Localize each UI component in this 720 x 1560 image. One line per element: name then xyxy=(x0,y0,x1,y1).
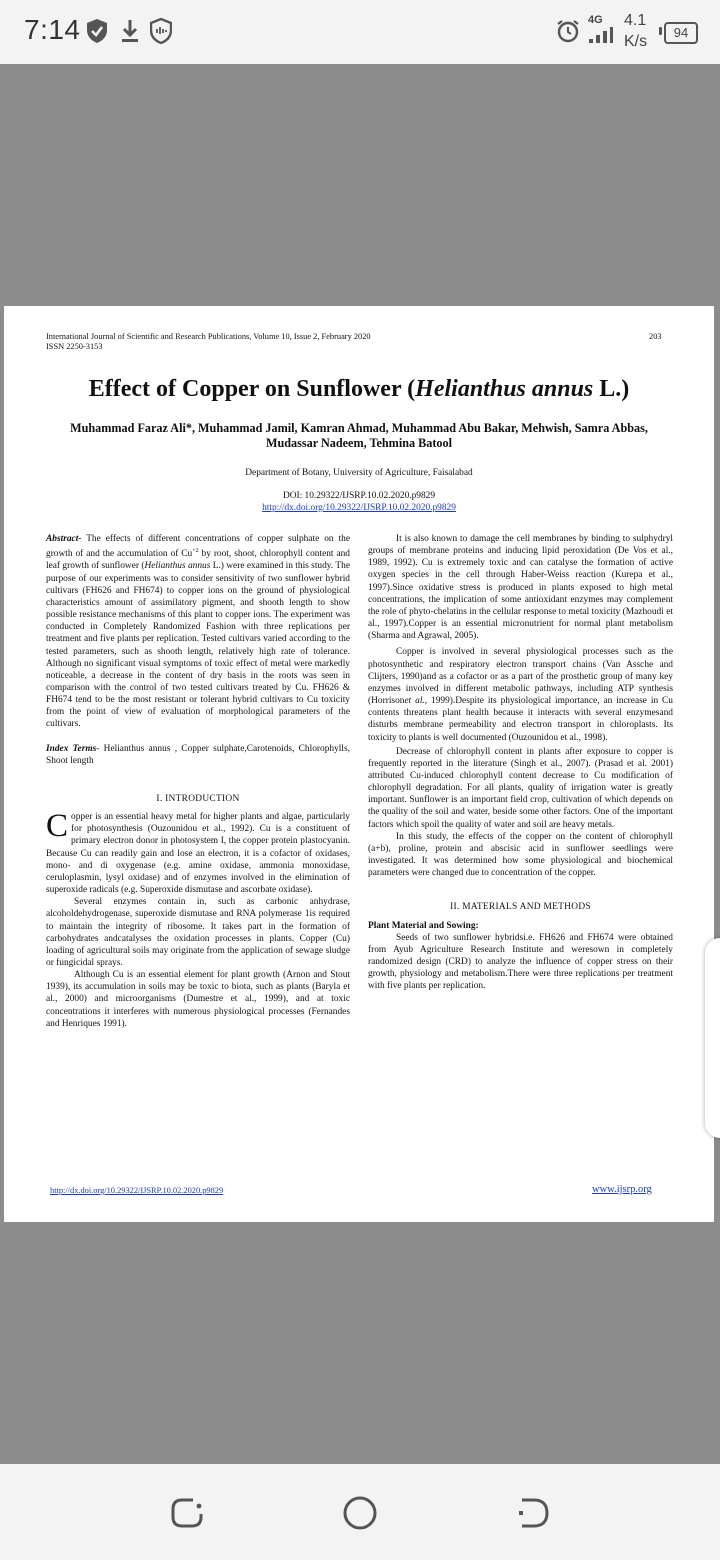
status-bar xyxy=(0,0,720,64)
signal-icon xyxy=(588,26,614,49)
doi-block xyxy=(4,490,714,514)
battery-tip xyxy=(659,27,662,35)
index-text: - Helianthus annus , Copper sulphate,Carotenoids, Chlorophylls, Shoot length xyxy=(46,743,350,766)
abstract-text-1: The effects of different concentrations of copper sulphate on the growth of and the accumulation of Cu xyxy=(46,534,350,560)
journal-title: International Journal of Scientific and Research Publications, Volume 10, Issue 2, February 2020 xyxy=(46,332,371,341)
abstract-italic: Helianthus annus xyxy=(144,561,211,572)
intro-paragraph-1 xyxy=(46,808,350,896)
alarm-icon xyxy=(556,19,580,48)
index-label: Index Terms xyxy=(46,743,97,754)
network-speed xyxy=(624,10,664,52)
title-end: L.) xyxy=(593,376,630,402)
document-page[interactable] xyxy=(4,306,714,1222)
abstract-sup: +2 xyxy=(192,548,199,555)
right-paragraph-1: It is also known to damage the cell membranes by binding to sulphydryl groups of membrane proteins and inducing lipid peroxidation (De Vos et al., 1989, 1992). Cu is extremely toxic and can catalyse the formation of active oxygen species in the cell through Haber-Weiss reaction (Kurepa et al., 1997).Since oxidative stress is produced in plants exposed to high metal concentrations, the implication of some antioxidant enzymes may complement the role of phyto-chelatins in the cellular response to metal toxicity (Mazhoudi et al., 1997).Copper is an essential micronutrient for normal plant metabolism (Sharma and Agrawal, 2005). xyxy=(368,534,673,642)
abstract-text-3: L.) were examined in this study. The purpose of our experiments was to consider sensitivity of two sunflower hybrid cultivars (FH626 and FH674) to copper ions on the ground of physiological characteristics amount of assimilatory pigment, and shooth length to show possible resistance mechanisms of this plant to copper ions. The experiment was conducted in Completely Randomized Fashion with three replications per treatment and five plants per replication. Tested cultivars varied according to the tested parameters, such as shooth length, relatively high rate of tolerance. Although no significant visual symptoms of toxic effect of metal were markedly noticeable, a decrease in the content of dry basis in the roots was seen in comparison with the control of two tested cultivars treated by Cu. FH626 & FH674 tend to be the most resistant or tolerant hybrid cultivars to Cu toxicity from the point of view of evaluation of morphological parameters of the cultivars. xyxy=(46,561,350,730)
right-paragraph-3: Decrease of chlorophyll content in plants after exposure to copper is frequently reported in the literature (Singh et al., 2007). (Prasad et al. 2001) attributed Cu-induced chlorophyll content decrease to Cu modification of chlorophyll degradation. For all plants, quality of irrigation water is greatly important. Sunflower is an important field crop, cultivation of which depends on the quality of the soil and water, beside some other factors. One of the important factors which spoil the quality of water and soil are heavy metals. xyxy=(368,746,673,830)
intro-text-1: opper is an essential heavy metal for higher plants and algae, particularly for photosynthesis (Ouzounidou et al., 1992). Cu is a constituent of primary electron donor in photosystem I, the copper protein plastocyanin. Because Cu can readily gain and lose an electron, it is a cofactor of oxidases, mono- and di oxygenase (e.g. amine oxidase, ammonia monoxidase, ceruloplasmin, lysyl oxidase) and of enzymes involved in the elimination of superoxide radicals (e.g. Superoxide dismutase and ascorbate oxidase). xyxy=(46,812,350,896)
footer-site-link[interactable]: www.ijsrp.org xyxy=(592,1184,652,1195)
speed-unit: K/s xyxy=(624,33,648,50)
abstract-text-2: by root, shoot, chlorophyll content and leaf growth of sunflower ( xyxy=(46,549,350,572)
authors: Muhammad Faraz Ali*, Muhammad Jamil, Kamran Ahmad, Muhammad Abu Bakar, Mehwish, Samra Abbas, Mudassar Nadeem, Tehmina Batool xyxy=(70,421,648,450)
right-etal: et al., xyxy=(404,696,428,707)
shield-check-icon xyxy=(86,18,108,49)
right-column xyxy=(368,533,673,992)
abstract xyxy=(46,533,350,731)
methods-heading: II. MATERIALS AND METHODS xyxy=(450,902,591,913)
journal-issn: ISSN 2250-3153 xyxy=(46,342,103,351)
intro-heading: I. INTRODUCTION xyxy=(156,793,240,804)
speed-value: 4.1 xyxy=(624,12,647,29)
footer-doi-link[interactable]: http://dx.doi.org/10.29322/IJSRP.10.02.2020.p9829 xyxy=(50,1186,224,1195)
right-text-2b: 1999).Despite its physiological importance, an increase in Cu contents threatens plant health because it interacts with several enzymesand disturbs membrane permeability and electron transport in chloroplasts. Its toxicity to plants is well documented (Ouzounidou et al., 1998). xyxy=(368,696,673,743)
right-text-2a: Copper is involved in several physiological processes such as the photosynthetic and respiratory electron transport chains (Van Assche and Clijters, 1990)and as a cofactor or as a part of the prosthetic group of many key enzymes involved in different metabolic pathways, including ATP synthesis (Horrison xyxy=(368,647,673,707)
clock: 7:14 xyxy=(24,14,81,45)
download-icon xyxy=(120,18,140,49)
doi-link[interactable]: http://dx.doi.org/10.29322/IJSRP.10.02.2020.p9829 xyxy=(262,503,456,513)
methods-paragraph-1: Seeds of two sunflower hybridsi.e. FH626 and FH674 were obtained from Ayub Agriculture Research Institute and weresown in completely randomized design (CRD) to analyze the influence of copper stress on their growth, physiology and metabolism.There were three replications per treatment with five plants per replication. xyxy=(368,932,673,992)
abstract-label: Abstract- xyxy=(46,534,82,544)
methods-subheading: Plant Material and Sowing: xyxy=(368,920,479,931)
title-italic: Helianthus annus xyxy=(415,376,594,402)
index-terms xyxy=(46,743,350,767)
right-paragraph-2 xyxy=(368,646,673,743)
page-number: 203 xyxy=(649,332,662,341)
side-panel-handle[interactable] xyxy=(705,938,720,1138)
intro-paragraph-2: Several enzymes contain in, such as carbonic anhydrase, alcoholdehydrogenase, superoxide dismutase and RNA polymerase 1is required to maintain the integrity of ribosome. It takes part in the formation of carbohydrates andcatalyses the oxidation processes in plants. Copper (Cu) loading of agricultural soils may originate from the application of sewage sludge or fungicidal sprays. xyxy=(46,897,350,968)
back-icon[interactable] xyxy=(514,1494,552,1532)
left-column xyxy=(46,533,350,1030)
journal-header xyxy=(46,332,566,352)
navigation-bar xyxy=(0,1464,720,1560)
doi-text: DOI: 10.29322/IJSRP.10.02.2020.p9829 xyxy=(282,491,436,501)
right-paragraph-4: In this study, the effects of the copper on the content of chlorophyll (a+b), proline, protein and abscisic acid in sunflower seedlings were investigated. It was determined how some physiological and biochemical parameters were changed due to concentration of the copper. xyxy=(368,831,673,879)
network-type: 4G xyxy=(588,14,603,26)
home-icon[interactable] xyxy=(341,1494,379,1532)
title-main: Effect of Copper on Sunflower ( xyxy=(88,376,416,402)
battery-icon: 94 xyxy=(664,22,698,44)
paper-title xyxy=(4,376,714,403)
affiliation: Department of Botany, University of Agriculture, Faisalabad xyxy=(245,468,473,478)
intro-paragraph-3: Although Cu is an essential element for plant growth (Arnon and Stout 1939), its accumulation in soils may be toxic to biota, such as plants (Baryla et al., 2000) and microorganisms (Dumestre et al., 1999), and at toxic concentrations it interferes with numerous physiological processes (Fernandes and Henriques 1991). xyxy=(46,970,350,1029)
dropcap: C xyxy=(46,808,69,845)
shield-app-icon xyxy=(150,18,172,49)
recent-apps-icon[interactable] xyxy=(168,1494,206,1532)
